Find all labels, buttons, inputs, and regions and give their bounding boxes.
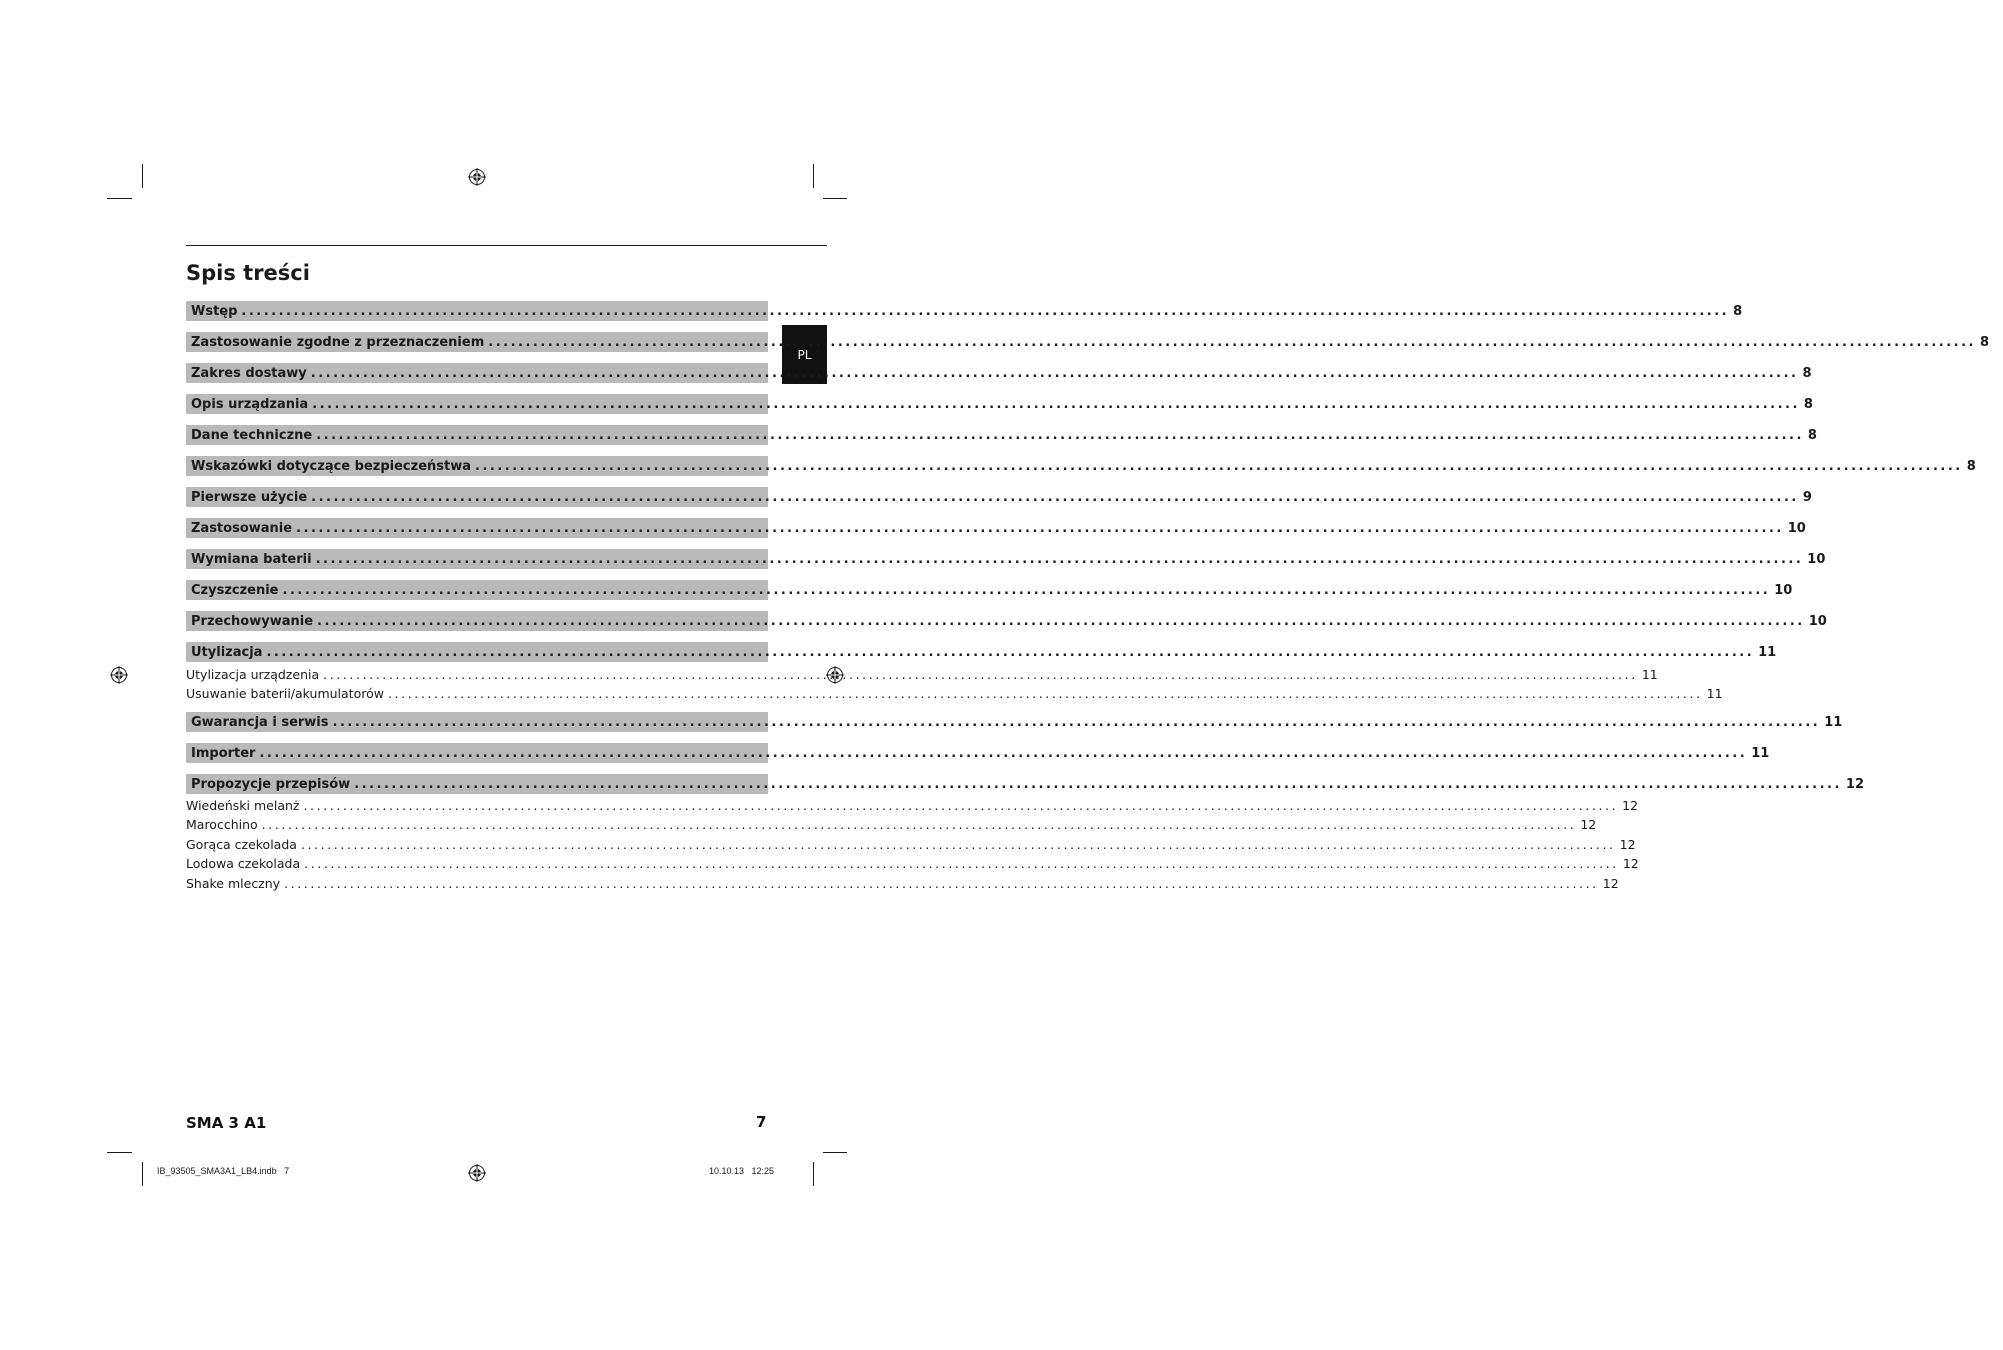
toc-entry-label: Gwarancja i serwis [191, 714, 329, 730]
toc-entry[interactable] [186, 580, 1793, 600]
toc-subentry-page: 12 [1580, 816, 1597, 832]
toc-entry-label: Zastosowanie [191, 520, 293, 536]
toc-leader: ........................................................................................................................................................................................................ [315, 551, 1804, 567]
toc-subentry-label: Gorąca czekolada [186, 836, 297, 852]
toc-entry-label: Importer [191, 745, 256, 761]
toc-subentry[interactable] [186, 854, 1639, 872]
toc-entry-page: 8 [1966, 458, 1976, 474]
toc-entry-page: 12 [1845, 776, 1864, 792]
toc-entry-label: Zakres dostawy [191, 365, 307, 381]
toc-leader: ........................................................................................................................................................................................................ [332, 714, 1821, 730]
language-tab-label: PL [797, 347, 812, 362]
toc-leader: ........................................................................................................................................................................................................ [300, 836, 1616, 852]
registration-mark-icon [468, 1164, 486, 1182]
registration-mark-icon [468, 168, 486, 186]
toc-entry[interactable] [186, 611, 1827, 631]
toc-leader: ........................................................................................................................................................................................................ [316, 427, 1804, 443]
toc-entry-label: Opis urządzania [191, 396, 309, 412]
toc-subentry-page: 12 [1622, 855, 1639, 871]
print-slug-file: IB_93505_SMA3A1_LB4.indb 7 [157, 1166, 290, 1176]
toc-entry[interactable] [186, 743, 1770, 763]
toc-subentry[interactable] [186, 796, 1639, 814]
toc-entry-label: Wstęp [191, 303, 238, 319]
toc-leader: ........................................................................................................................................................................................................ [488, 334, 1976, 350]
toc-entry[interactable] [186, 301, 1743, 321]
toc-entry[interactable] [186, 332, 1989, 352]
toc-entry-label: Utylizacja [191, 644, 263, 660]
toc-leader: ........................................................................................................................................................................................................ [284, 875, 1599, 891]
crop-mark [823, 198, 847, 199]
toc-entry-label: Dane techniczne [191, 427, 313, 443]
toc-leader: ........................................................................................................................................................................................................ [241, 303, 1730, 319]
footer-page-number: 7 [756, 1113, 767, 1131]
toc-subentry-label: Usuwanie baterii/akumulatorów [186, 685, 384, 701]
toc-entry-page: 8 [1807, 427, 1817, 443]
toc-entry[interactable] [186, 712, 1843, 732]
toc-entry-page: 11 [1824, 714, 1843, 730]
toc-entry[interactable] [186, 394, 1813, 414]
toc-entry-label: Propozycje przepisów [191, 776, 351, 792]
registration-mark-icon [110, 666, 128, 684]
toc-leader: ........................................................................................................................................................................................................ [323, 666, 1638, 682]
toc-subentry-label: Shake mleczny [186, 875, 281, 891]
page-title: Spis treści [186, 261, 310, 285]
toc-subentry-page: 11 [1641, 666, 1658, 682]
toc-subentry[interactable] [186, 684, 1723, 702]
toc-subentry[interactable] [186, 815, 1597, 833]
toc-subentry-page: 11 [1706, 685, 1723, 701]
crop-mark [813, 1162, 814, 1186]
toc-entry-label: Wskazówki dotyczące bezpieczeństwa [191, 458, 471, 474]
toc-leader: ........................................................................................................................................................................................................ [317, 613, 1805, 629]
toc-entry-label: Pierwsze użycie [191, 489, 308, 505]
toc-subentry-label: Lodowa czekolada [186, 855, 301, 871]
toc-leader: ........................................................................................................................................................................................................ [282, 582, 1771, 598]
toc-entry-page: 11 [1751, 745, 1770, 761]
toc-entry[interactable] [186, 363, 1812, 383]
toc-subentry-label: Marocchino [186, 816, 258, 832]
toc-leader: ........................................................................................................................................................................................................ [259, 745, 1748, 761]
toc-leader: ........................................................................................................................................................................................................ [304, 855, 1619, 871]
toc-entry-label: Zastosowanie zgodne z przeznaczeniem [191, 334, 485, 350]
toc-leader: ........................................................................................................................................................................................................ [310, 365, 1799, 381]
toc-entry-page: 10 [1774, 582, 1793, 598]
toc-leader: ........................................................................................................................................................................................................ [312, 396, 1800, 412]
footer-model: SMA 3 A1 [186, 1114, 267, 1132]
toc-entry-page: 10 [1787, 520, 1806, 536]
toc-entry[interactable] [186, 642, 1777, 662]
toc-subentry[interactable] [186, 835, 1636, 853]
header-rule [186, 245, 827, 246]
toc-entry[interactable] [186, 425, 1817, 445]
toc-entry-page: 10 [1807, 551, 1826, 567]
toc-entry-page: 9 [1802, 489, 1812, 505]
toc-leader: ........................................................................................................................................................................................................ [475, 458, 1963, 474]
toc-entry-page: 8 [1802, 365, 1812, 381]
toc-entry-page: 8 [1733, 303, 1743, 319]
print-slug-datetime: 10.10.13 12:25 [709, 1166, 775, 1176]
toc-entry-page: 8 [1979, 334, 1989, 350]
toc-entry-label: Wymiana baterii [191, 551, 312, 567]
toc-subentry-label: Wiedeński melanż [186, 797, 300, 813]
crop-mark [813, 164, 814, 188]
crop-mark [142, 1162, 143, 1186]
toc-leader: ........................................................................................................................................................................................................ [296, 520, 1784, 536]
toc-entry-page: 8 [1803, 396, 1813, 412]
crop-mark [107, 198, 132, 199]
toc-entry[interactable] [186, 456, 1976, 476]
toc-subentry[interactable] [186, 665, 1658, 683]
toc-subentry-page: 12 [1619, 836, 1636, 852]
toc-subentry-page: 12 [1622, 797, 1639, 813]
toc-entry-label: Przechowywanie [191, 613, 314, 629]
toc-entry[interactable] [186, 774, 1864, 794]
toc-leader: ........................................................................................................................................................................................................ [311, 489, 1799, 505]
toc-entry-page: 11 [1758, 644, 1777, 660]
toc-entry[interactable] [186, 487, 1812, 507]
toc-leader: ........................................................................................................................................................................................................ [387, 685, 1703, 701]
crop-mark [107, 1152, 132, 1153]
toc-leader: ........................................................................................................................................................................................................ [354, 776, 1842, 792]
toc-subentry[interactable] [186, 874, 1619, 892]
toc-entry-label: Czyszczenie [191, 582, 279, 598]
toc-entry[interactable] [186, 518, 1806, 538]
crop-mark [823, 1152, 847, 1153]
crop-mark [142, 164, 143, 188]
toc-leader: ........................................................................................................................................................................................................ [261, 816, 1577, 832]
toc-entry-page: 10 [1808, 613, 1827, 629]
toc-subentry-page: 12 [1602, 875, 1619, 891]
toc-subentry-label: Utylizacja urządzenia [186, 666, 320, 682]
toc-leader: ........................................................................................................................................................................................................ [266, 644, 1755, 660]
toc-entry[interactable] [186, 549, 1826, 569]
toc-leader: ........................................................................................................................................................................................................ [303, 797, 1619, 813]
